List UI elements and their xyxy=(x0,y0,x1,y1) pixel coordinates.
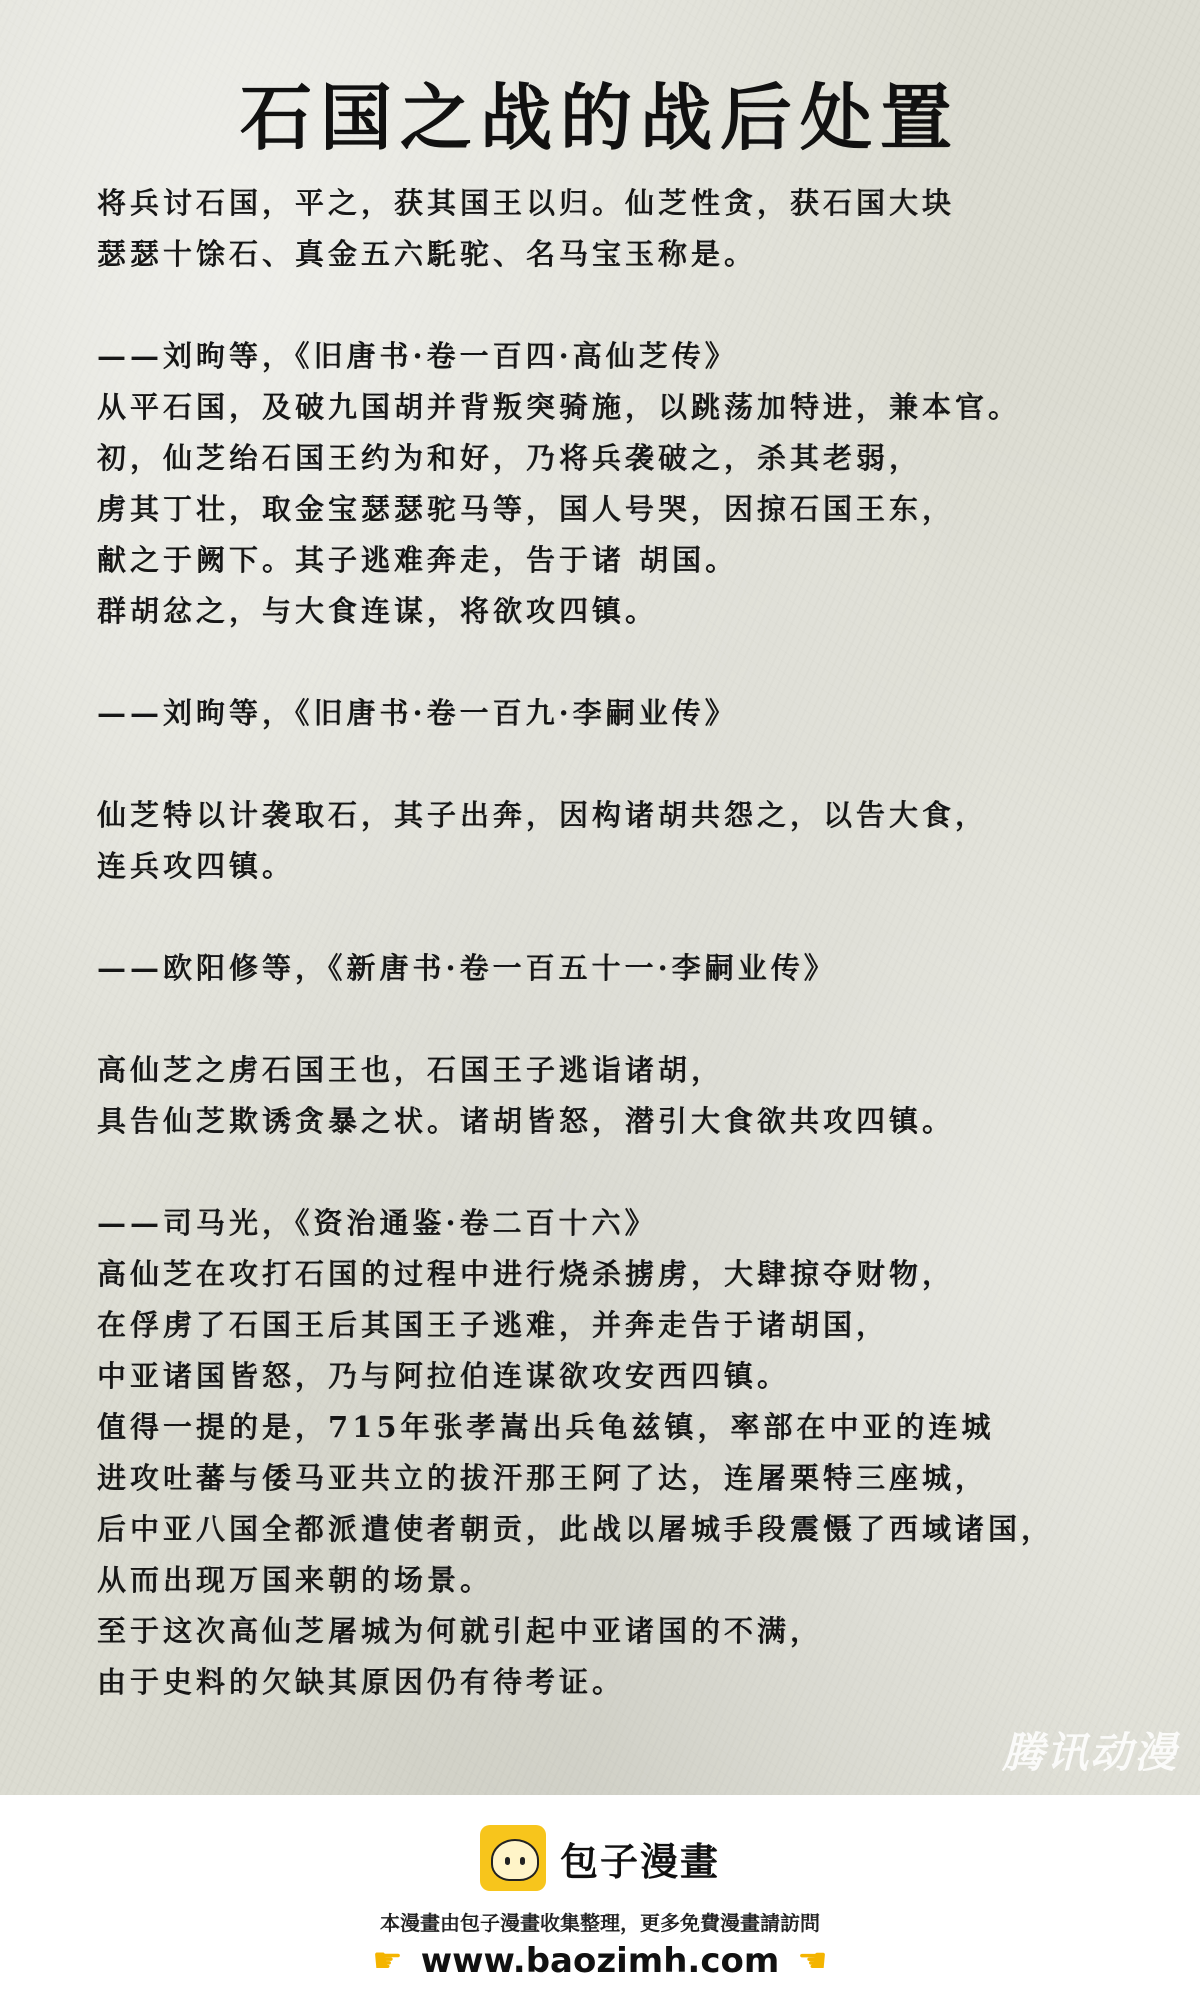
url-row xyxy=(0,1941,1200,1981)
text-line: 由于史料的欠缺其原因仍有待考证。 xyxy=(97,1665,626,1699)
pointing-hand-right-icon: ☛ xyxy=(372,1941,403,1981)
tencent-comic-watermark: 腾讯动漫 xyxy=(1001,1728,1178,1777)
text-line: 群胡忿之，与大食连谋，将欲攻四镇。 xyxy=(97,594,659,628)
text-line: 从平石国，及破九国胡并背叛突骑施，以跳荡加特进，兼本官。 xyxy=(97,390,1022,424)
text-line: 进攻吐蕃与倭马亚共立的拔汗那王阿了达，连屠栗特三座城， xyxy=(97,1461,989,1495)
citation-line: ——司马光，《资治通鉴·卷二百十六》 xyxy=(97,1206,658,1240)
text-line: 瑟瑟十馀石、真金五六馲驼、名马宝玉称是。 xyxy=(97,237,758,271)
paragraph-gap xyxy=(97,994,1157,1045)
paragraph-gap xyxy=(97,739,1157,790)
paragraph-gap xyxy=(97,892,1157,943)
text-line: 后中亚八国全都派遣使者朝贡，此战以屠城手段震慑了西域诸国， xyxy=(97,1512,1055,1546)
site-url-link[interactable]: www.baozimh.com xyxy=(420,1941,780,1981)
text-line: 虏其丁壮，取金宝瑟瑟驼马等，国人号哭，因掠石国王东， xyxy=(97,492,956,526)
citation-line: ——刘昫等，《旧唐书·卷一百四·高仙芝传》 xyxy=(97,339,738,373)
citation-line: ——欧阳修等，《新唐书·卷一百五十一·李嗣业传》 xyxy=(97,951,837,985)
text-line: 高仙芝在攻打石国的过程中进行烧杀掳虏，大肆掠夺财物， xyxy=(97,1257,956,1291)
paragraph-gap xyxy=(97,280,1157,331)
page-title: 石国之战的战后处置 xyxy=(239,75,960,160)
text-line: 从而出现万国来朝的场景。 xyxy=(97,1563,494,1597)
paragraph-gap xyxy=(97,637,1157,688)
bun-logo-icon xyxy=(480,1825,546,1891)
text-body xyxy=(97,178,1157,1708)
text-line: 至于这次高仙芝屠城为何就引起中亚诸国的不满， xyxy=(97,1614,824,1648)
brand-name: 包子漫畫 xyxy=(559,1839,720,1884)
paragraph-gap xyxy=(97,1147,1157,1198)
pointing-hand-left-icon: ☚ xyxy=(797,1941,828,1981)
site-footer xyxy=(0,1795,1200,2000)
text-line: 连兵攻四镇。 xyxy=(97,849,296,883)
text-line: 在俘虏了石国王后其国王子逃难，并奔走告于诸胡国， xyxy=(97,1308,890,1342)
text-line: 仙芝特以计袭取石，其子出奔，因构诸胡共怨之，以告大食， xyxy=(97,798,989,832)
collection-notice: 本漫畫由包子漫畫收集整理，更多免費漫畫請訪問 xyxy=(380,1911,820,1935)
text-line: 献之于阙下。其子逃难奔走，告于诸 胡国。 xyxy=(97,543,739,577)
text-line: 高仙芝之虏石国王也，石国王子逃诣诸胡， xyxy=(97,1053,725,1087)
text-line: 中亚诸国皆怒，乃与阿拉伯连谋欲攻安西四镇。 xyxy=(97,1359,791,1393)
text-line: 初，仙芝绐石国王约为和好，乃将兵袭破之，杀其老弱， xyxy=(97,441,923,475)
text-line: 将兵讨石国，平之，获其国王以归。仙芝性贪，获石国大块 xyxy=(97,186,956,220)
brand-row xyxy=(0,1825,1200,1891)
text-line: 值得一提的是，715年张孝嵩出兵龟兹镇，率部在中亚的连城 xyxy=(97,1410,995,1444)
citation-line: ——刘昫等，《旧唐书·卷一百九·李嗣业传》 xyxy=(97,696,738,730)
text-line: 具告仙芝欺诱贪暴之状。诸胡皆怒，潜引大食欲共攻四镇。 xyxy=(97,1104,956,1138)
